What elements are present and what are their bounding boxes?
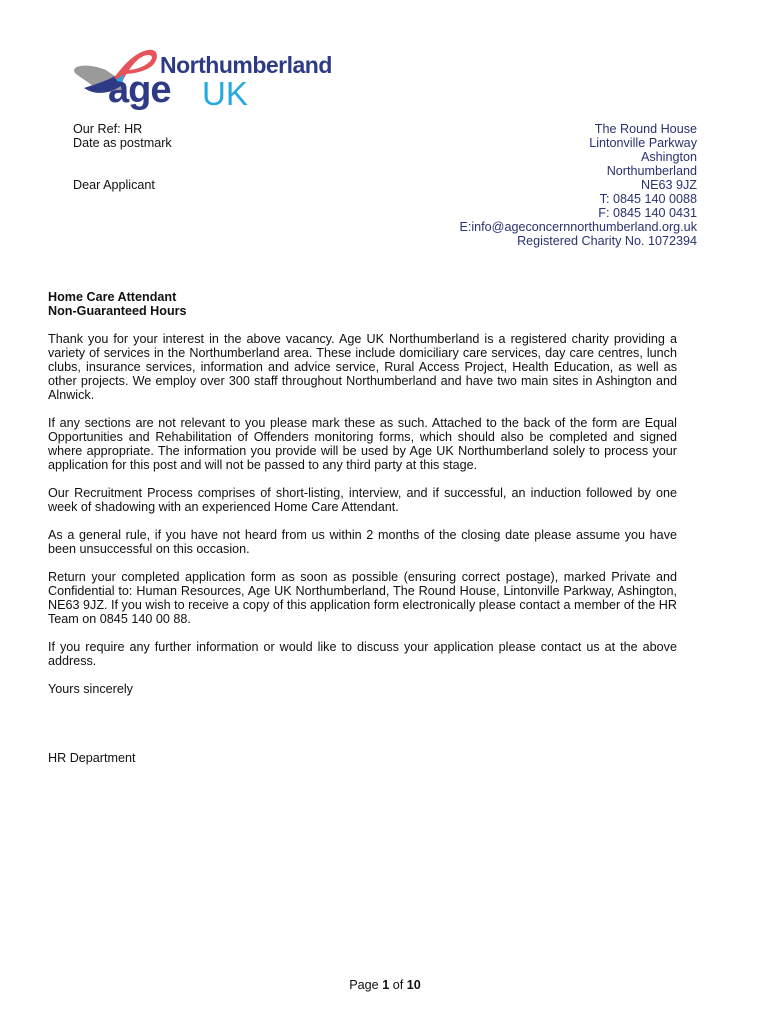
page-number [0, 978, 770, 992]
our-ref: Our Ref: HR [73, 122, 143, 136]
paragraph: Return your completed application form as soon as possible (ensuring correct postage), marked Private and Confidential to: Human Resources, Age UK Northumberland, The Round House, Lintonville Parkway, Ashington, NE63 9JZ. If you wish to receive a copy of this application form electronically please contact a member of the HR Team on 0845 140 00 88. [48, 570, 677, 626]
paragraph: If any sections are not relevant to you please mark these as such. Attached to the back of the form are Equal Opportunities and Rehabilitation of Offenders monitoring forms, which should also be completed and signed where appropriate. The information you provide will be used by Age UK Northumberland solely to process your application for this post and will not be passed to any third party at this stage. [48, 416, 677, 472]
subject-subtitle: Non-Guaranteed Hours [48, 304, 187, 318]
paragraph: Our Recruitment Process comprises of short-listing, interview, and if successful, an induction followed by one week of shadowing with an experienced Home Care Attendant. [48, 486, 677, 514]
phone: T: 0845 140 0088 [599, 192, 697, 206]
page-word: Page [349, 978, 379, 992]
charity-number: Registered Charity No. 1072394 [517, 234, 697, 248]
paragraph: As a general rule, if you have not heard from us within 2 months of the closing date please assume you have been unsuccessful on this occasion. [48, 528, 677, 556]
address-line: NE63 9JZ [641, 178, 697, 192]
reference-block [73, 122, 172, 150]
logo-age: age [108, 69, 171, 111]
age-uk-logo [66, 44, 336, 116]
signature: HR Department [48, 751, 136, 765]
current-page: 1 [382, 978, 390, 992]
paragraph: Thank you for your interest in the above vacancy. Age UK Northumberland is a registered charity providing a variety of services in the Northumberland area. These include domiciliary care services, day care centres, lunch clubs, insurance services, information and advice service, Rural Access Project, Health Education, as well as other projects. We employ over 300 staff throughout Northumberland and have two main sites in Ashington and Alnwick. [48, 332, 677, 402]
address-line: The Round House [594, 122, 697, 136]
address-line: Northumberland [606, 164, 697, 178]
fax: F: 0845 140 0431 [598, 206, 697, 220]
total-pages: 10 [406, 978, 421, 992]
email: E:info@ageconcernnorthumberland.org.uk [459, 220, 697, 234]
address-line: Lintonville Parkway [589, 136, 697, 150]
subject-title: Home Care Attendant [48, 290, 177, 304]
logo-northumberland: Northumberland [160, 52, 332, 78]
subject [48, 290, 677, 318]
sender-address [459, 122, 697, 248]
letter-body [48, 290, 677, 710]
address-line: Ashington [640, 150, 697, 164]
of-word: of [392, 978, 404, 992]
paragraph: If you require any further information or would like to discuss your application please contact us at the above address. [48, 640, 677, 668]
logo-uk: UK [202, 75, 248, 112]
closing: Yours sincerely [48, 682, 133, 696]
date-line: Date as postmark [73, 136, 172, 150]
salutation: Dear Applicant [73, 178, 155, 192]
